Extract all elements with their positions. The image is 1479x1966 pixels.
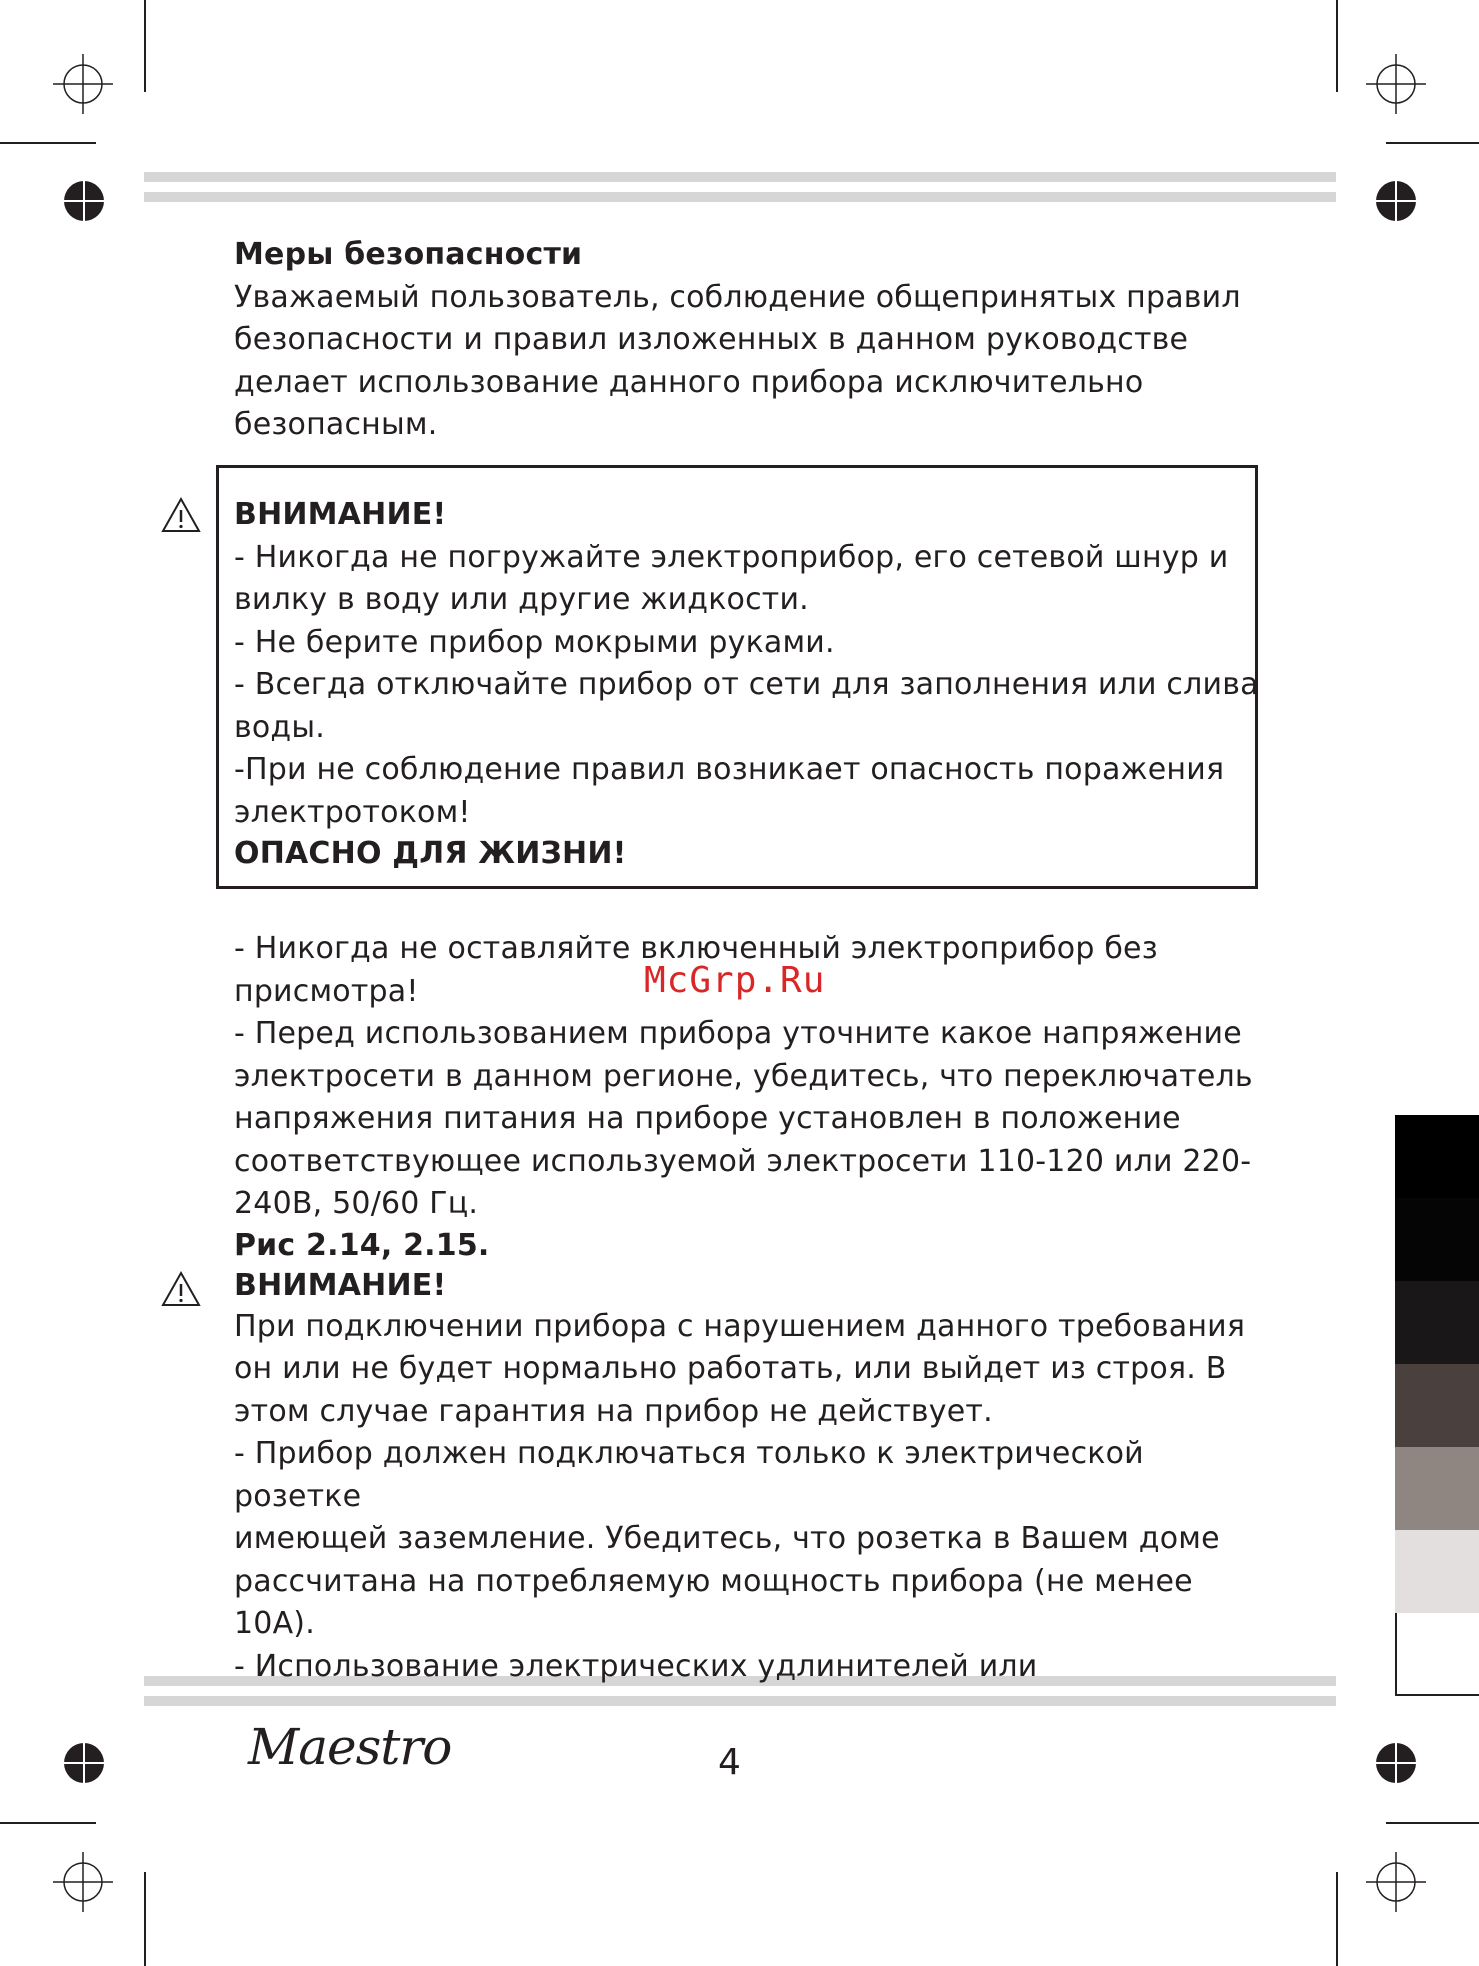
watermark: McGrp.Ru xyxy=(644,960,826,1001)
header-band xyxy=(144,172,1336,182)
crop-line-top-left-v xyxy=(144,0,146,92)
warning-triangle-icon xyxy=(160,1270,202,1308)
warning-line: - Не берите прибор мокрыми руками. xyxy=(234,624,835,660)
body-line: - Перед использованием прибора уточните какое напряжение xyxy=(234,1016,1242,1051)
color-swatch xyxy=(1395,1613,1479,1696)
color-swatch xyxy=(1395,1281,1479,1364)
registration-dot-icon xyxy=(1375,180,1417,222)
crop-line-bottom-left-h xyxy=(0,1822,96,1824)
intro-line: делает использование данного прибора исключительно xyxy=(234,364,1144,400)
warning2-line: имеющей заземление. Убедитесь, что розетка в Вашем доме xyxy=(234,1521,1220,1556)
crop-line-bottom-left-v xyxy=(144,1872,146,1966)
warning-box-content xyxy=(234,494,1274,874)
warning2-line: этом случае гарантия на прибор не действует. xyxy=(234,1393,993,1429)
figure-reference: Рис 2.14, 2.15. xyxy=(234,1227,490,1263)
page-number: 4 xyxy=(718,1742,741,1783)
crop-line-bottom-right-v xyxy=(1336,1872,1338,1966)
warning2-line: 10А). xyxy=(234,1606,315,1641)
crop-line-top-right-h xyxy=(1386,142,1479,144)
color-swatch xyxy=(1395,1447,1479,1530)
warning-line: электротоком! xyxy=(234,794,471,830)
section-heading: Меры безопасности xyxy=(234,237,583,272)
warning2-line: он или не будет нормально работать, или выйдет из строя. В xyxy=(234,1351,1227,1386)
intro-line: безопасным. xyxy=(234,407,438,442)
crop-line-bottom-right-h xyxy=(1386,1822,1479,1824)
intro-section xyxy=(234,234,1274,447)
body-section xyxy=(234,928,1274,1688)
danger-footer: ОПАСНО ДЛЯ ЖИЗНИ! xyxy=(234,836,627,871)
warning2-line: рассчитана на потребляемую мощность прибора (не менее xyxy=(234,1563,1193,1599)
intro-line: безопасности и правил изложенных в данном руководстве xyxy=(234,322,1189,357)
registration-mark-icon xyxy=(53,54,113,114)
footer-band xyxy=(144,1696,1336,1706)
warning-title: ВНИМАНИЕ! xyxy=(234,1267,447,1303)
warning-line: вилку в воду или другие жидкости. xyxy=(234,582,809,617)
registration-dot-icon xyxy=(63,180,105,222)
body-line: 240В, 50/60 Гц. xyxy=(234,1186,479,1221)
registration-mark-icon xyxy=(53,1852,113,1912)
warning2-line: - Использование электрических удлинителей или xyxy=(234,1648,1038,1684)
registration-dot-icon xyxy=(1375,1742,1417,1784)
crop-line-top-right-v xyxy=(1336,0,1338,92)
brand-logo: Maestro xyxy=(248,1718,452,1776)
registration-dot-icon xyxy=(63,1742,105,1784)
color-swatch xyxy=(1395,1198,1479,1281)
warning-title: ВНИМАНИЕ! xyxy=(234,497,447,532)
body-line: присмотра! xyxy=(234,973,419,1009)
warning-triangle-icon xyxy=(160,496,202,534)
registration-mark-icon xyxy=(1366,1852,1426,1912)
warning-line: -При не соблюдение правил возникает опасность поражения xyxy=(234,752,1225,787)
body-line: напряжения питания на приборе установлен в положение xyxy=(234,1101,1181,1136)
warning-line: воды. xyxy=(234,709,325,745)
color-swatch xyxy=(1395,1115,1479,1198)
body-line: - Никогда не оставляйте включенный электроприбор без xyxy=(234,931,1158,966)
crop-line-top-left-h xyxy=(0,142,96,144)
registration-mark-icon xyxy=(1366,54,1426,114)
header-band xyxy=(144,192,1336,202)
body-line: электросети в данном регионе, убедитесь, что переключатель xyxy=(234,1058,1253,1094)
warning-line: - Всегда отключайте прибор от сети для заполнения или слива xyxy=(234,667,1259,702)
warning2-line: При подключении прибора с нарушением данного требования xyxy=(234,1308,1246,1344)
warning-line: - Никогда не погружайте электроприбор, его сетевой шнур и xyxy=(234,539,1229,575)
body-line: соответствующее используемой электросети 110-120 или 220- xyxy=(234,1143,1252,1179)
intro-line: Уважаемый пользователь, соблюдение общепринятых правил xyxy=(234,279,1241,315)
color-swatch xyxy=(1395,1530,1479,1613)
color-swatch xyxy=(1395,1364,1479,1447)
warning2-line: - Прибор должен подключаться только к электрической розетке xyxy=(234,1436,1144,1514)
